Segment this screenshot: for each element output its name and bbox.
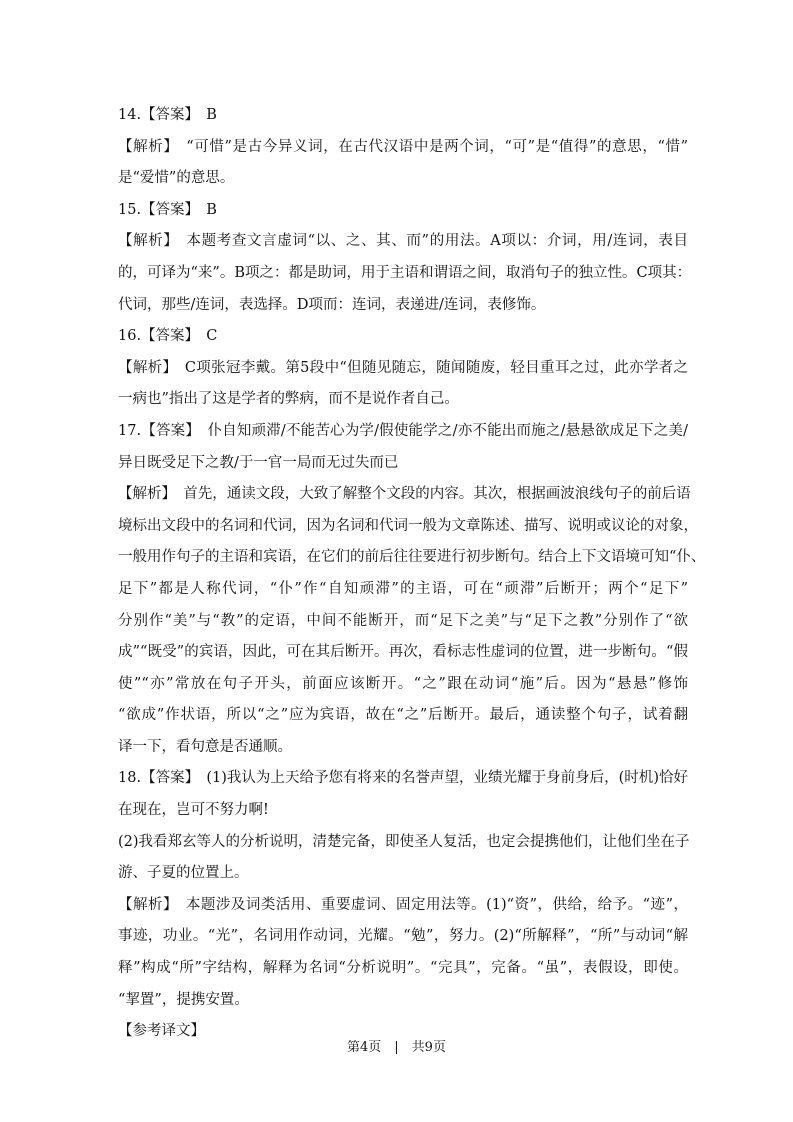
q17-analysis-line: 分别作“美”与“教”的定语，中间不能断开，而“足下之美”与“足下之教”分别作了“欲 — [118, 612, 688, 629]
q18-analysis-line: 【解析】 本题涉及词类活用、重要虚词、固定用法等。(1)“资”，供给，给予。“迹”， — [118, 896, 688, 913]
q17-analysis-line: 足下”都是人称代词，“仆”作“自知顽滞”的主语，可在“顽滞”后断开；两个“足下” — [118, 580, 688, 597]
page-number: 第4页 | 共9页 — [347, 1040, 446, 1055]
q17-analysis-line: 【解析】 首先，通读文段，大致了解整个文段的内容。其次，根据画波浪线句子的前后语 — [118, 486, 691, 503]
q15-analysis-line: 代词，那些/连词，表选择。D项而：连词，表递进/连词，表修饰。 — [118, 296, 546, 313]
q18-analysis-line: “挈置”，提携安置。 — [118, 991, 249, 1008]
q16-analysis-line: 【解析】 C项张冠李戴。第5段中“但随见随忘，随闻随废，轻目重耳之过，此亦学者之 — [118, 359, 688, 376]
q15-answer: 15.【答案】 B — [118, 201, 217, 218]
q18-answer-line: 18.【答案】 (1)我认为上天给予您有将来的名誉声望，业绩光耀于身前身后，(时机)恰好 — [118, 770, 688, 787]
q17-analysis-line: 成”“既受”的宾语，因此，可在其后断开。再次，看标志性虚词的位置，进一步断句。“假 — [118, 644, 688, 661]
q17-analysis-line: “欲成”作状语，所以“之”应为宾语，故在“之”后断开。最后，通读整个句子，试着翻 — [118, 707, 688, 724]
q15-analysis-line: 的，可译为“来”。B项之：都是助词，用于主语和谓语之间，取消句子的独立性。C项其： — [118, 264, 692, 281]
reference-translation-heading: 【参考译文】 — [118, 1023, 205, 1040]
q18-answer-line: 在现在，岂可不努力啊! — [118, 802, 269, 819]
q17-analysis-line: 境标出文段中的名词和代词，因为名词和代词一般为文章陈述、描写、说明或议论的对象， — [118, 517, 698, 534]
q18-analysis-line: 事迹，功业。“光”，名词用作动词，光耀。“勉”，努力。(2)“所解释”，“所”与动词“解 — [118, 928, 688, 945]
q17-analysis-line: 一般用作句子的主语和宾语，在它们的前后往往要进行初步断句。结合上下文语境可知“仆、 — [118, 549, 706, 566]
q16-answer: 16.【答案】 C — [118, 328, 218, 345]
q17-answer-line: 异日既受足下之教/于一官一局而无过失而已 — [118, 454, 399, 471]
q18-answer-line: 游、子夏的位置上。 — [118, 865, 249, 882]
q17-analysis-line: 译一下，看句意是否通顺。 — [118, 738, 292, 755]
q15-analysis-line: 【解析】 本题考查文言虚词“以、之、其、而”的用法。A项以：介词，用/连词，表目 — [118, 233, 688, 250]
q14-analysis-line: 【解析】 “可惜”是古今异义词，在古代汉语中是两个词，“可”是“值得”的意思，“惜” — [118, 138, 688, 155]
document-body — [118, 100, 706, 1048]
q17-analysis-line: 使”“亦”常放在句子开头，前面应该断开。“之”跟在动词“施”后。因为“悬悬”修饰 — [118, 675, 688, 692]
q17-answer-line: 17.【答案】 仆自知顽滞/不能苦心为学/假使能学之/亦不能出而施之/悬悬欲成足下之美/ — [118, 422, 688, 439]
page-footer — [0, 1039, 793, 1057]
q14-answer: 14.【答案】 B — [118, 107, 217, 123]
q14-analysis-line: 是“爱惜”的意思。 — [118, 170, 235, 187]
q18-answer-line: (2)我看郑玄等人的分析说明，清楚完备，即使圣人复活，也定会提携他们，让他们坐在子 — [118, 833, 690, 850]
q18-analysis-line: 释”构成“所”字结构，解释为名词“分析说明”。“完具”，完备。“虽”，表假设，即使。 — [118, 960, 688, 977]
q16-analysis-line: 一病也”指出了这是学者的弊病，而不是说作者自己。 — [118, 391, 459, 408]
